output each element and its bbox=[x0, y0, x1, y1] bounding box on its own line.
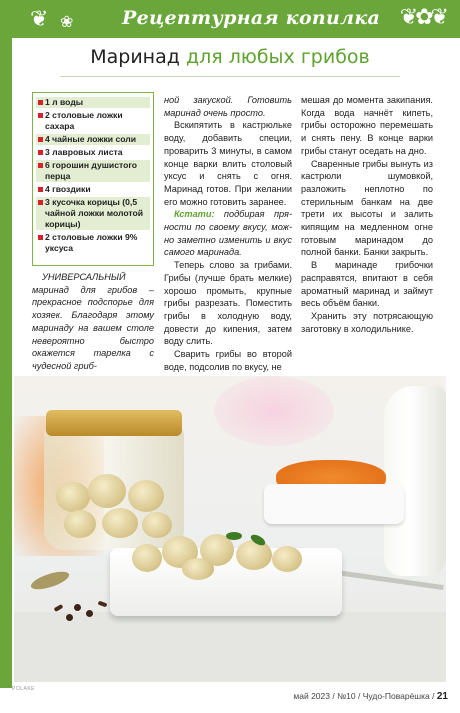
table-surface bbox=[14, 612, 446, 682]
bullet-icon bbox=[38, 163, 43, 168]
jar-lid bbox=[46, 410, 182, 436]
intro-caps: УНИВЕРСАЛЬНЫЙ bbox=[42, 272, 126, 282]
page-footer bbox=[293, 691, 448, 702]
intro-text bbox=[32, 271, 154, 373]
paragraph: Сварить грибы во второй воде, подсолив по вкусу, не bbox=[164, 349, 292, 372]
ingredient-item: 2 столовые ложки сахара bbox=[36, 110, 150, 132]
mushroom-jar bbox=[44, 422, 184, 550]
bay-leaf bbox=[29, 568, 71, 593]
ingredient-item: 3 лавровых листа bbox=[36, 147, 150, 158]
ingredient-item: 1 л воды bbox=[36, 97, 150, 108]
leaf-icon: ❦ bbox=[30, 6, 49, 31]
body-column-3 bbox=[301, 94, 433, 335]
title-divider bbox=[60, 76, 400, 77]
ingredients-box bbox=[32, 92, 154, 266]
ingredient-item: 3 кусочка корицы (0,5 чайной ложки молотой корицы) bbox=[36, 197, 150, 230]
bullet-icon bbox=[38, 113, 43, 118]
ingredient-item: 2 столовые ложки 9% уксуса bbox=[36, 232, 150, 254]
paragraph: Вскипятить в кастрюльке воду, добавить специи, проварить 3 минуты, в самом конце варки влить столовый уксус и снять с огня. Маринад готов. При желании его можно готовить заранее. bbox=[164, 120, 292, 207]
article-title bbox=[0, 46, 460, 68]
clove bbox=[98, 601, 108, 608]
side-strip bbox=[0, 38, 12, 688]
page-number: 21 bbox=[436, 691, 448, 702]
white-pitcher bbox=[384, 386, 446, 576]
ingredient-item: 6 горошин душистого перца bbox=[36, 160, 150, 182]
bullet-icon bbox=[38, 187, 43, 192]
back-bowl bbox=[264, 484, 404, 524]
bullet-icon bbox=[38, 235, 43, 240]
paragraph: мешая до момента закипания. Когда вода начнёт кипеть, грибы осторожно перемешать и снять пену. В конце варки грибы станут оседать на дно. bbox=[301, 95, 433, 156]
bullet-icon bbox=[38, 200, 43, 205]
paragraph: Теперь слово за грибами. Грибы (лучше брать мелкие) хорошо промыть, крупные грибы разрезать. Поместить грибы в холодную воду, довести до кипения, затем воду слить. bbox=[164, 260, 292, 347]
berries-icon: ❦✿❦ bbox=[399, 4, 446, 29]
mushroom bbox=[132, 544, 162, 572]
mushroom bbox=[272, 546, 302, 572]
paragraph: Сваренные грибы вынуть из кастрюли шумовкой, разложить неплотно по стерильным банкам на две трети их высоты и залить кипящим на медленном огне готовым маринадом до полной банки. Банки закрыть. bbox=[301, 158, 433, 258]
issue-info: май 2023 / №10 / Чудо-Поварёшка / bbox=[293, 691, 435, 701]
mushroom bbox=[182, 558, 214, 580]
tip-label: Кстати: bbox=[174, 209, 215, 220]
tip-paragraph bbox=[164, 208, 292, 259]
paragraph: В маринаде грибочки расправятся, впитают в себя ароматный маринад и займут весь объём банки. bbox=[301, 260, 433, 309]
tip-text: подбирая пряности по своему вкусу, можно заметно изменить и вкус самого маринада. bbox=[164, 209, 292, 258]
paragraph: ной закуской. Готовить маринад очень просто. bbox=[164, 95, 292, 118]
mushroom bbox=[236, 540, 272, 570]
herb-leaf bbox=[226, 532, 242, 540]
bullet-icon bbox=[38, 150, 43, 155]
section-title: Рецептурная копилка bbox=[122, 7, 381, 29]
ingredient-item: 4 чайные ложки соли bbox=[36, 134, 150, 145]
clove bbox=[54, 604, 64, 612]
photo-credit: POLAKE bbox=[12, 686, 36, 692]
title-part-1: Маринад bbox=[90, 46, 180, 68]
peppercorn bbox=[74, 604, 81, 611]
intro-body: маринад для грибов – прекрасное подспорье для хозяек. Благодаря этому маринаду на вашем столе невероятно быстро окажется тарелка с чудесной гриб- bbox=[32, 284, 154, 371]
title-part-2: для любых грибов bbox=[185, 46, 370, 68]
berry-icon: ❀ bbox=[60, 14, 74, 31]
peppercorn bbox=[66, 614, 73, 621]
bullet-icon bbox=[38, 100, 43, 105]
bullet-icon bbox=[38, 137, 43, 142]
marinated-mushrooms-photo bbox=[14, 376, 446, 682]
peppercorn bbox=[86, 610, 93, 617]
section-header-bar bbox=[0, 0, 460, 38]
paragraph: Хранить эту потрясающую заготовку в холодильнике. bbox=[301, 310, 433, 334]
body-column-2 bbox=[164, 94, 292, 373]
ingredient-item: 4 гвоздики bbox=[36, 184, 150, 195]
